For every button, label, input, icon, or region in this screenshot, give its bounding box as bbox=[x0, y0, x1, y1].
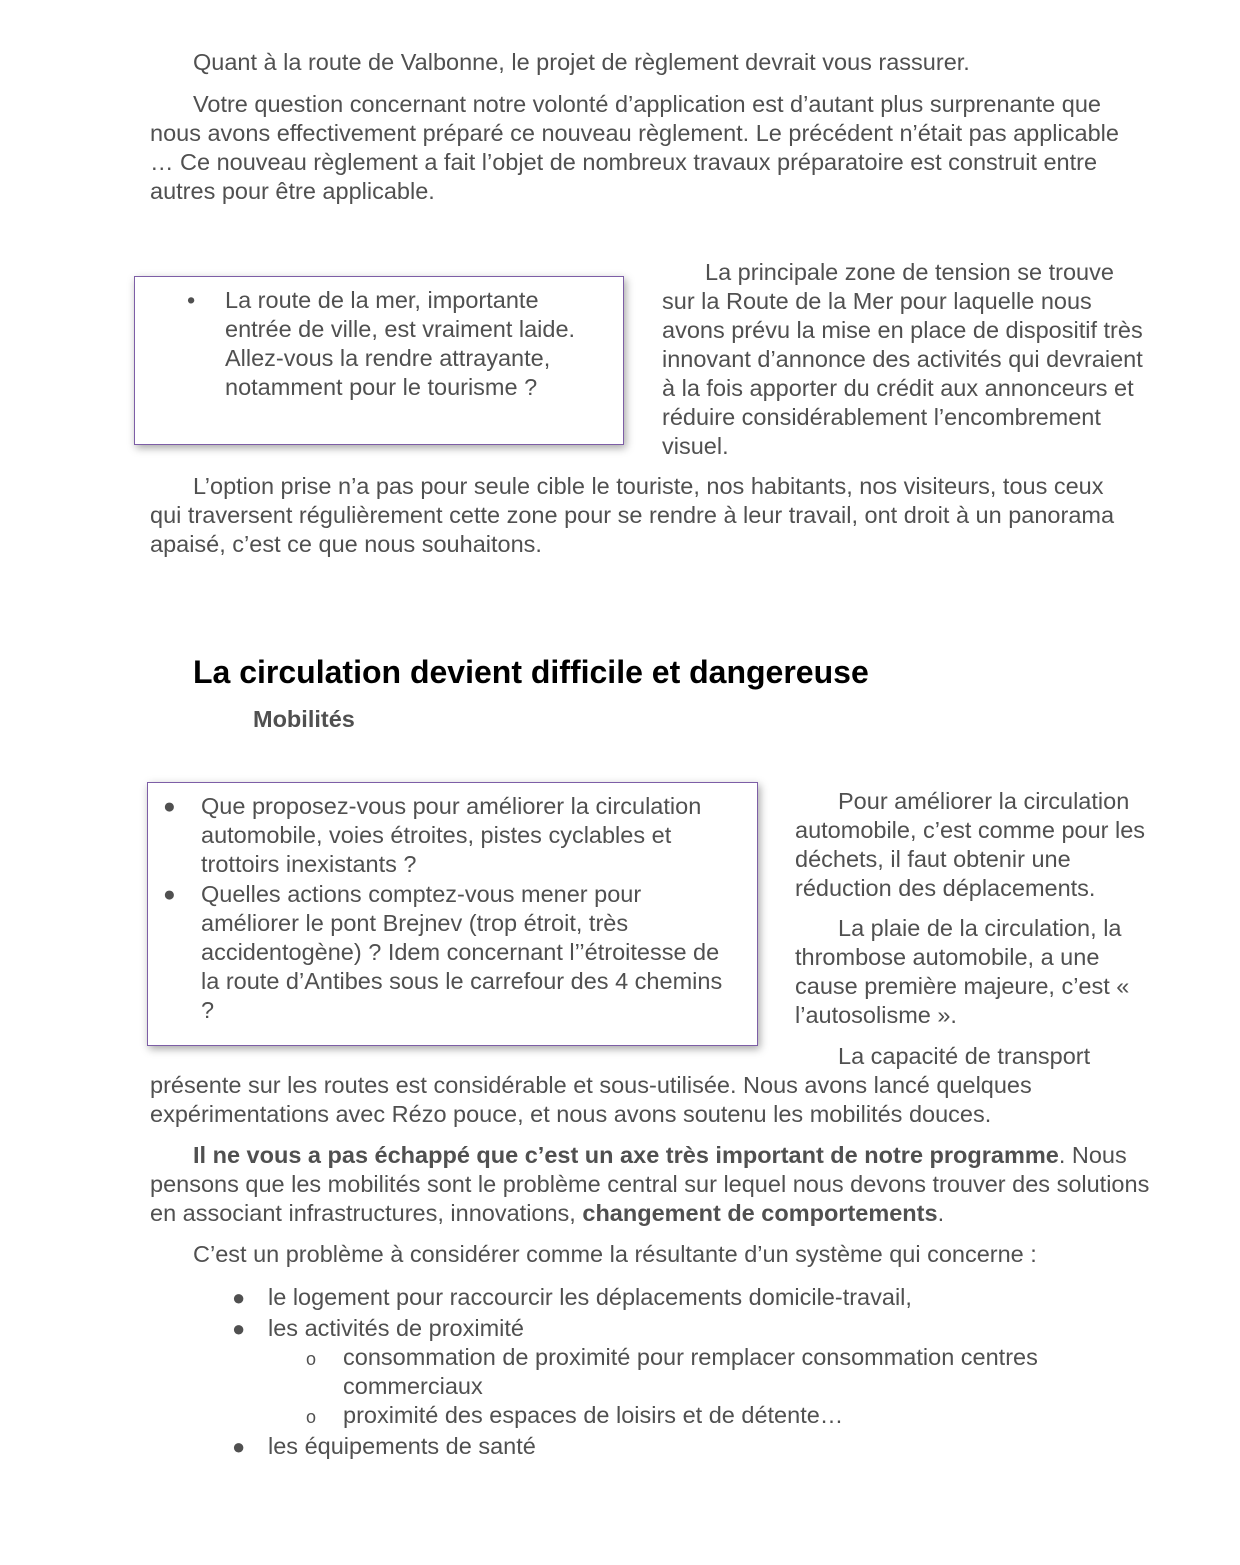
paragraph-valbonne: Quant à la route de Valbonne, le projet de règlement devrait vous rassurer. bbox=[193, 49, 970, 75]
list-item-text: le logement pour raccourcir les déplacements domicile-travail, bbox=[268, 1284, 912, 1310]
bullet-icon: ● bbox=[232, 1285, 246, 1310]
list-item bbox=[150, 1283, 1130, 1312]
paragraph-option: L’option prise n’a pas pour seule cible le touriste, nos habitants, nos visiteurs, tous ceux qui traversent régulièrement cette zone pour se rendre à leur travail, ont droit à un panorama apaisé, c’est ce que nous souhaitons. bbox=[150, 473, 1115, 557]
question-item bbox=[163, 880, 727, 1025]
circle-bullet-icon: o bbox=[306, 1349, 317, 1369]
bold-statement: changement de comportements bbox=[582, 1200, 938, 1226]
paragraph-text: . Nous pensons que les mobilités sont le problème central sur lequel nous devons trouver des solutions en associant infrastructures, innovations, bbox=[150, 1142, 1150, 1226]
paragraph-plaie: La plaie de la circulation, la thrombose automobile, a une cause première majeure, c’est « l’autosolisme ». bbox=[795, 915, 1130, 1028]
question-text: Quelles actions comptez-vous mener pour améliorer le pont Brejnev (trop étroit, très accidentogène) ? Idem concernant l’’étroitesse de la route d’Antibes sous le carrefour des 4 chemins ? bbox=[201, 881, 723, 1023]
question-box-route-mer bbox=[134, 276, 624, 445]
circle-bullet-icon: o bbox=[306, 1407, 317, 1427]
bullet-icon: • bbox=[187, 287, 196, 313]
question-text: La route de la mer, importante entrée de ville, est vraiment laide. Allez-vous la rendre attrayante, notamment pour le tourisme ? bbox=[225, 287, 576, 400]
question-item bbox=[163, 792, 727, 879]
question-item bbox=[187, 286, 603, 402]
paragraph-capacite-start: La capacité de transport bbox=[838, 1043, 1091, 1069]
list-item-text: proximité des espaces de loisirs et de détente… bbox=[343, 1402, 844, 1428]
list-subitem bbox=[150, 1343, 1130, 1401]
list-item bbox=[150, 1314, 1130, 1343]
bullet-icon: ● bbox=[232, 1434, 246, 1459]
paragraph-programme bbox=[150, 1141, 1150, 1228]
question-text: Que proposez-vous pour améliorer la circulation automobile, voies étroites, pistes cyclables et trottoirs inexistants ? bbox=[201, 793, 702, 877]
paragraph-text: . bbox=[937, 1200, 945, 1226]
list-item-text: consommation de proximité pour remplacer consommation centres commerciaux bbox=[343, 1344, 1038, 1399]
list-item bbox=[150, 1432, 1130, 1461]
bullet-icon: ● bbox=[163, 795, 176, 818]
subsection-heading: Mobilités bbox=[253, 706, 355, 732]
bullet-icon: ● bbox=[232, 1316, 246, 1341]
paragraph-ameliorer: Pour améliorer la circulation automobile, c’est comme pour les déchets, il faut obtenir une réduction des déplacements. bbox=[795, 788, 1146, 901]
paragraph-application: Votre question concernant notre volonté d’application est d’autant plus surprenante que nous avons effectivement préparé ce nouveau règlement. Le précédent n’était pas applicable … Ce nouveau règlement a fait l’objet de nombreux travaux préparatoire est construit entre autres pour être applicable. bbox=[150, 91, 1119, 204]
list-subitem bbox=[150, 1401, 1130, 1430]
paragraph-capacite: présente sur les routes est considérable et sous-utilisée. Nous avons lancé quelques expérimentations avec Rézo pouce, et nous avons soutenu les mobilités douces. bbox=[150, 1072, 1032, 1127]
list-item-text: les activités de proximité bbox=[268, 1315, 524, 1341]
list-item-text: les équipements de santé bbox=[268, 1433, 536, 1459]
bold-statement: Il ne vous a pas échappé que c’est un axe très important de notre programme bbox=[193, 1142, 1059, 1168]
system-list bbox=[150, 1283, 1130, 1463]
bullet-icon: ● bbox=[163, 883, 176, 906]
section-heading: La circulation devient difficile et dangereuse bbox=[193, 654, 869, 690]
question-box-mobilites bbox=[147, 782, 758, 1046]
paragraph-route-mer: La principale zone de tension se trouve sur la Route de la Mer pour laquelle nous avons prévu la mise en place de dispositif très innovant d’annonce des activités qui devraient à la fois apporter du crédit aux annonceurs et réduire considérablement l’encombrement visuel. bbox=[662, 259, 1143, 459]
paragraph-systeme: C’est un problème à considérer comme la résultante d’un système qui concerne : bbox=[193, 1241, 1037, 1267]
